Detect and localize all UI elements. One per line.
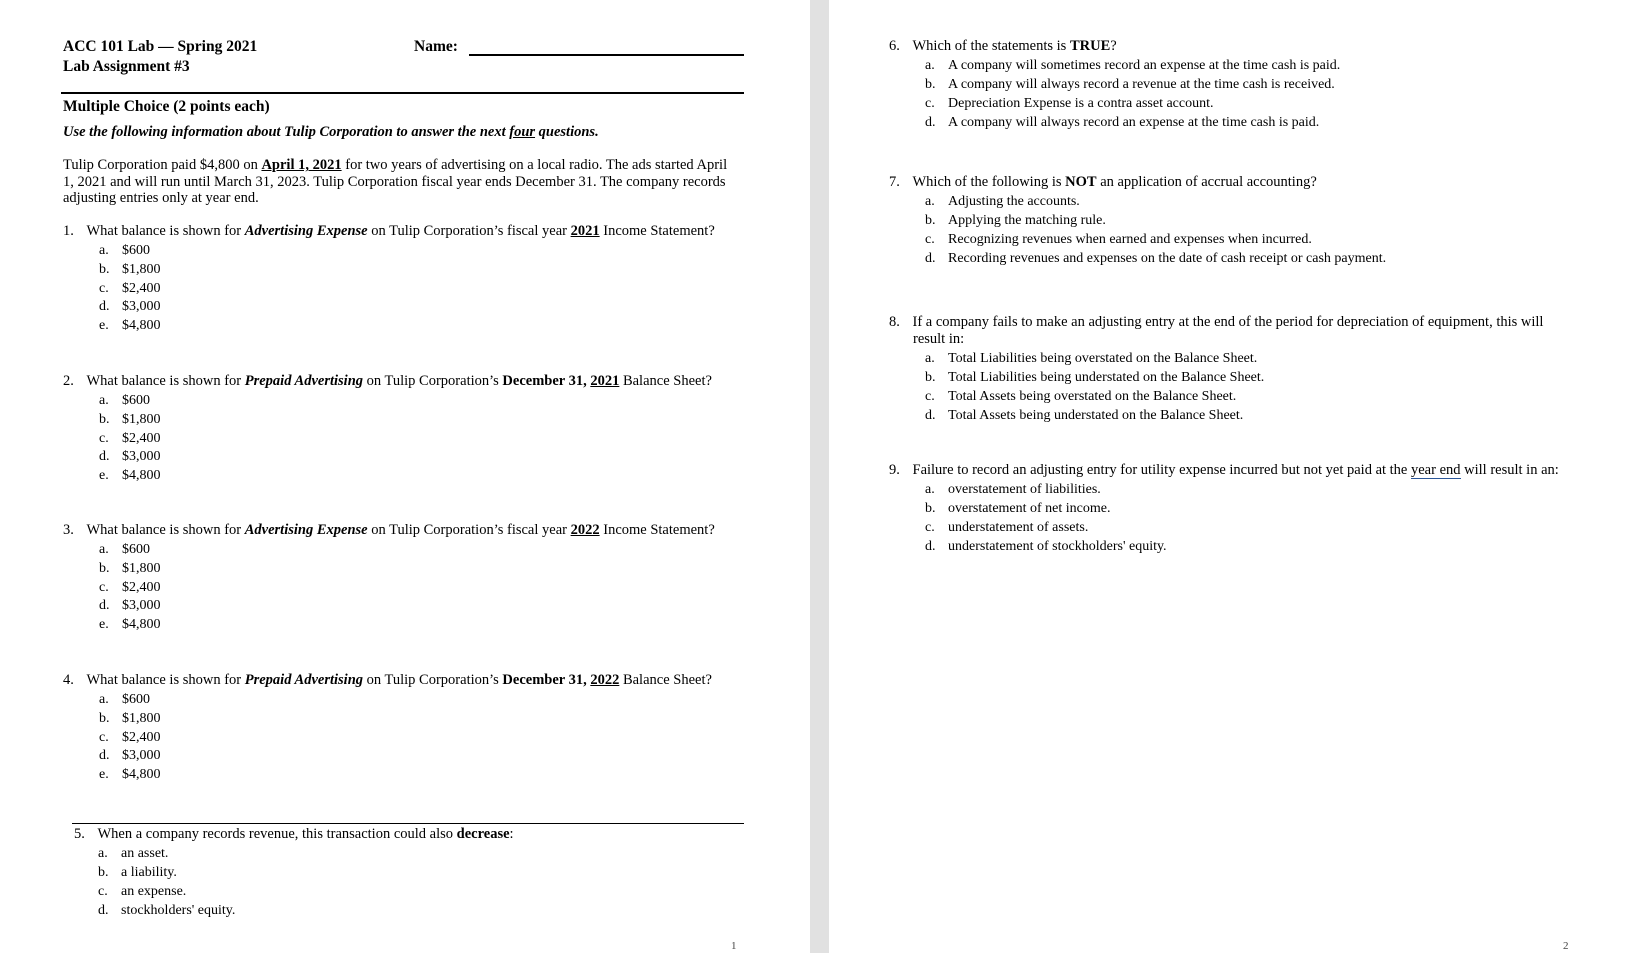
option-letter: d.: [925, 251, 936, 266]
question-text: Which of the statements is: [912, 38, 1070, 54]
option-letter: c.: [925, 232, 935, 247]
option-text: $600: [122, 542, 150, 557]
option-text: $600: [122, 393, 150, 408]
page-number: 2: [1563, 940, 1569, 952]
scenario-line-1-post: for two years of advertising on a local radio. The ads started April: [341, 157, 728, 173]
grammar-marked-text[interactable]: year end: [1411, 462, 1461, 478]
name-label: Name:: [414, 38, 458, 55]
question-text-mid: on Tulip Corporation’s: [363, 672, 503, 688]
account-name: Advertising Expense: [244, 522, 368, 538]
option-letter: c.: [925, 96, 935, 111]
question-7-stem: [889, 174, 1317, 191]
option-letter: d.: [925, 539, 936, 554]
question-text-end: :: [509, 826, 514, 842]
question-text: If a company fails to make an adjusting entry at the end of the period for depreciation of equipment, this will: [912, 314, 1544, 330]
question-text: What balance is shown for: [86, 522, 245, 538]
question-text-end: will result in an:: [1460, 462, 1559, 478]
option-text: understatement of assets.: [948, 520, 1089, 535]
question-text-end: an application of accrual accounting?: [1096, 174, 1317, 190]
option-letter: c.: [99, 431, 109, 446]
option-text: $2,400: [122, 580, 161, 595]
option-letter: b.: [925, 370, 936, 385]
question-keyword: TRUE: [1069, 38, 1111, 54]
header-divider: [61, 92, 744, 94]
option-letter: b.: [98, 865, 109, 880]
scenario-line-1: [63, 157, 727, 174]
name-line: [469, 54, 744, 56]
question-8-stem: [889, 314, 1543, 331]
balance-date: December 31,: [502, 672, 591, 688]
page-number: 1: [731, 940, 737, 952]
question-3-stem: [63, 522, 715, 539]
option-letter: c.: [925, 520, 935, 535]
option-text: Total Assets being overstated on the Balance Sheet.: [948, 389, 1237, 404]
option-text: an asset.: [121, 846, 169, 861]
question-text: Which of the following is: [912, 174, 1066, 190]
scenario-line-3: adjusting entries only at year end.: [63, 190, 259, 206]
option-letter: a.: [925, 58, 935, 73]
option-letter: e.: [99, 318, 109, 333]
option-text: $600: [122, 243, 150, 258]
option-text: $4,800: [122, 617, 161, 632]
instructions-text-1: Use the following information about Tulip Corporation to answer the next: [63, 124, 510, 140]
option-text: $3,000: [122, 449, 161, 464]
option-letter: b.: [99, 711, 110, 726]
question-number: 1.: [63, 223, 74, 239]
document-page-1: [0, 0, 810, 953]
option-text: overstatement of liabilities.: [948, 482, 1101, 497]
question-5-stem: [74, 826, 514, 843]
option-letter: b.: [99, 561, 110, 576]
question-text: Failure to record an adjusting entry for utility expense incurred but not yet paid at the: [912, 462, 1411, 478]
option-text: $2,400: [122, 281, 161, 296]
option-text: stockholders' equity.: [121, 903, 236, 918]
option-letter: a.: [99, 542, 109, 557]
option-letter: e.: [99, 468, 109, 483]
option-letter: c.: [99, 281, 109, 296]
option-letter: d.: [98, 903, 109, 918]
question-text-end: Balance Sheet?: [619, 672, 712, 688]
option-letter: d.: [925, 408, 936, 423]
option-text: A company will sometimes record an expense at the time cash is paid.: [948, 58, 1341, 73]
instructions-text-2: questions.: [535, 124, 599, 140]
option-text: understatement of stockholders' equity.: [948, 539, 1167, 554]
option-text: $1,800: [122, 711, 161, 726]
option-text: $3,000: [122, 299, 161, 314]
question-number: 8.: [889, 314, 900, 330]
option-text: A company will always record a revenue at the time cash is received.: [948, 77, 1335, 92]
option-letter: d.: [99, 299, 110, 314]
question-text: What balance is shown for: [86, 223, 245, 239]
question-number: 3.: [63, 522, 74, 538]
document-page-2: [829, 0, 1643, 953]
question-number: 5.: [74, 826, 85, 842]
assignment-title: Lab Assignment #3: [63, 58, 190, 75]
option-text: $1,800: [122, 262, 161, 277]
question-keyword: NOT: [1065, 174, 1097, 190]
option-text: $1,800: [122, 561, 161, 576]
question-2-stem: [63, 373, 712, 390]
option-letter: c.: [925, 389, 935, 404]
option-text: $3,000: [122, 598, 161, 613]
option-letter: a.: [99, 243, 109, 258]
question-text-mid: on Tulip Corporation’s: [363, 373, 503, 389]
option-text: $600: [122, 692, 150, 707]
option-letter: d.: [925, 115, 936, 130]
balance-date: December 31,: [502, 373, 591, 389]
scenario-date: April 1, 2021: [261, 157, 342, 173]
question-number: 6.: [889, 38, 900, 54]
question-number: 7.: [889, 174, 900, 190]
option-letter: b.: [925, 501, 936, 516]
scenario-pre: Tulip Corporation paid $4,800 on: [63, 157, 262, 173]
option-text: A company will always record an expense at the time cash is paid.: [948, 115, 1320, 130]
option-letter: c.: [99, 580, 109, 595]
question-text-mid: on Tulip Corporation’s fiscal year: [367, 223, 571, 239]
option-letter: a.: [925, 351, 935, 366]
fiscal-year: 2021: [570, 223, 600, 239]
question-9-stem: [889, 462, 1559, 479]
account-name: Advertising Expense: [244, 223, 368, 239]
page-gutter: [810, 0, 829, 953]
option-letter: a.: [925, 482, 935, 497]
question-4-stem: [63, 672, 712, 689]
section-title: Multiple Choice (2 points each): [63, 98, 270, 115]
option-letter: b.: [925, 213, 936, 228]
question-1-stem: [63, 223, 715, 240]
instructions-four: four: [509, 124, 536, 140]
question-8-stem-line-2: result in:: [913, 331, 965, 347]
option-text: Recognizing revenues when earned and expenses when incurred.: [948, 232, 1312, 247]
option-letter: a.: [925, 194, 935, 209]
option-text: Total Liabilities being understated on the Balance Sheet.: [948, 370, 1265, 385]
option-text: $1,800: [122, 412, 161, 427]
course-title: ACC 101 Lab — Spring 2021: [63, 38, 258, 55]
question-text: What balance is shown for: [86, 373, 245, 389]
option-letter: b.: [925, 77, 936, 92]
question-text-mid: on Tulip Corporation’s fiscal year: [367, 522, 571, 538]
option-letter: b.: [99, 262, 110, 277]
option-text: an expense.: [121, 884, 187, 899]
option-letter: d.: [99, 748, 110, 763]
question-text: What balance is shown for: [86, 672, 245, 688]
option-text: Recording revenues and expenses on the date of cash receipt or cash payment.: [948, 251, 1387, 266]
question-text-end: Balance Sheet?: [619, 373, 712, 389]
option-text: Total Assets being understated on the Balance Sheet.: [948, 408, 1244, 423]
fiscal-year: 2021: [590, 373, 620, 389]
instructions: [63, 124, 599, 141]
account-name: Prepaid Advertising: [244, 672, 364, 688]
option-text: $2,400: [122, 730, 161, 745]
question-text-end: ?: [1110, 38, 1117, 54]
option-text: $4,800: [122, 318, 161, 333]
option-letter: e.: [99, 767, 109, 782]
option-letter: e.: [99, 617, 109, 632]
option-text: overstatement of net income.: [948, 501, 1111, 516]
option-letter: a.: [99, 393, 109, 408]
fiscal-year: 2022: [590, 672, 620, 688]
option-text: $2,400: [122, 431, 161, 446]
option-letter: a.: [99, 692, 109, 707]
question-number: 2.: [63, 373, 74, 389]
question-number: 4.: [63, 672, 74, 688]
option-text: $3,000: [122, 748, 161, 763]
question-text-end: Income Statement?: [599, 223, 715, 239]
option-text: Depreciation Expense is a contra asset account.: [948, 96, 1214, 111]
option-letter: a.: [98, 846, 108, 861]
option-text: Applying the matching rule.: [948, 213, 1106, 228]
option-letter: d.: [99, 598, 110, 613]
question-text: When a company records revenue, this transaction could also: [97, 826, 457, 842]
question-text-end: Income Statement?: [599, 522, 715, 538]
fiscal-year: 2022: [570, 522, 600, 538]
option-letter: d.: [99, 449, 110, 464]
option-letter: b.: [99, 412, 110, 427]
option-text: Adjusting the accounts.: [948, 194, 1080, 209]
question-number: 9.: [889, 462, 900, 478]
option-text: a liability.: [121, 865, 177, 880]
option-text: $4,800: [122, 767, 161, 782]
option-letter: c.: [98, 884, 108, 899]
option-text: Total Liabilities being overstated on the Balance Sheet.: [948, 351, 1258, 366]
option-text: $4,800: [122, 468, 161, 483]
question-5-divider: [72, 823, 744, 824]
scenario-line-2: 1, 2021 and will run until March 31, 2023. Tulip Corporation fiscal year ends December 31. The company records: [63, 174, 726, 190]
account-name: Prepaid Advertising: [244, 373, 364, 389]
question-6-stem: [889, 38, 1117, 55]
option-letter: c.: [99, 730, 109, 745]
question-keyword: decrease: [456, 826, 510, 842]
